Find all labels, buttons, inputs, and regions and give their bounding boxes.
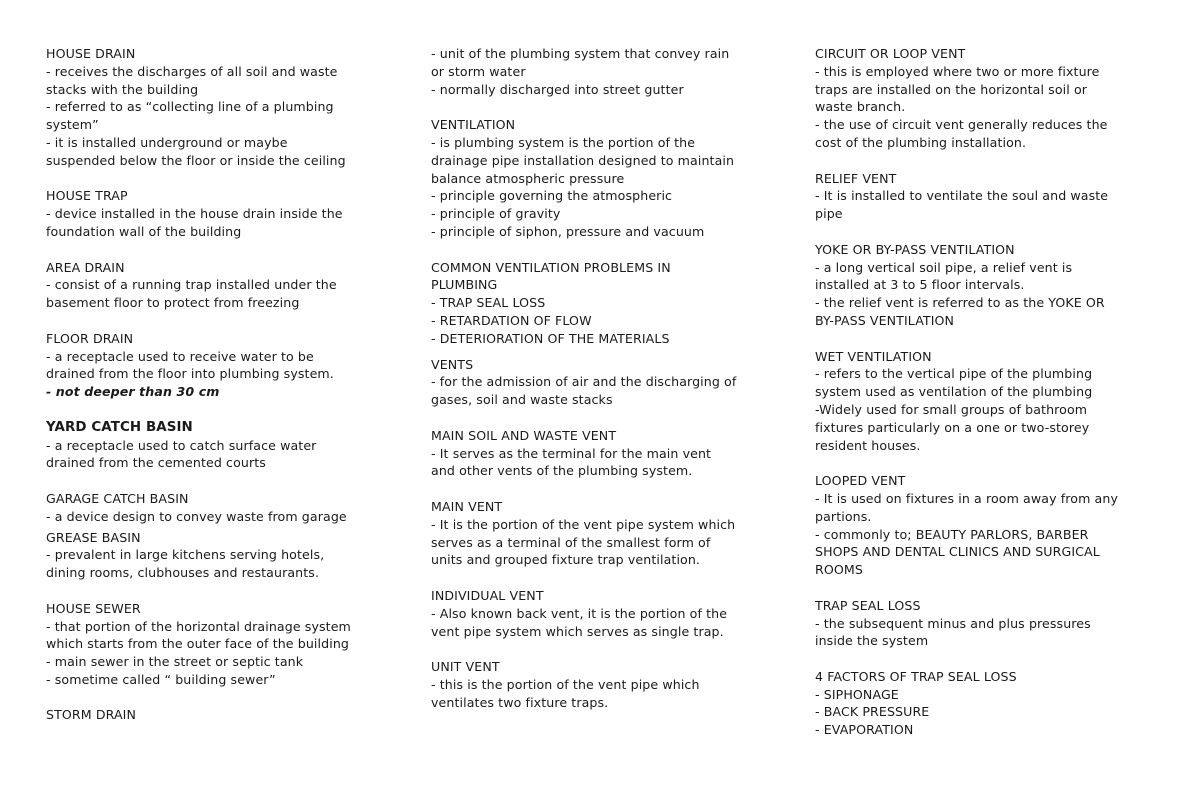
section-line: - principle of gravity — [431, 206, 561, 222]
section-line: system” — [46, 117, 99, 133]
section-common-ventilation-problems — [431, 259, 801, 348]
section-line: - normally discharged into street gutter — [431, 81, 684, 97]
section-line: - it is installed underground or maybe — [46, 134, 288, 150]
section-line: vent pipe system which serves as single trap. — [431, 623, 724, 639]
section-line: waste branch. — [815, 99, 906, 115]
section-line: cost of the plumbing installation. — [815, 134, 1027, 150]
section-wet-ventilation — [815, 348, 1160, 455]
section-line: - for the admission of air and the discharging of — [431, 374, 737, 390]
section-title: PLUMBING — [431, 277, 498, 293]
column-middle — [431, 45, 801, 711]
section-line: drained from the cemented courts — [46, 455, 266, 471]
section-yard-catch-basin — [46, 419, 411, 472]
section-line: - commonly to; BEAUTY PARLORS, BARBER — [815, 526, 1089, 542]
section-line: - sometime called “ building sewer” — [46, 671, 276, 687]
section-line: - prevalent in large kitchens serving hotels, — [46, 547, 325, 563]
section-title: HOUSE SEWER — [46, 600, 141, 616]
section-line: suspended below the floor or inside the ceiling — [46, 152, 346, 168]
section-trap-seal-loss — [815, 597, 1160, 650]
section-line: units and grouped fixture trap ventilation. — [431, 552, 701, 568]
column-left — [46, 45, 411, 724]
section-house-trap — [46, 187, 411, 240]
section-title: RELIEF VENT — [815, 170, 897, 186]
section-title: COMMON VENTILATION PROBLEMS IN — [431, 259, 671, 275]
section-line: partions. — [815, 508, 872, 524]
section-line: dining rooms, clubhouses and restaurants. — [46, 565, 320, 581]
section-line: - a long vertical soil pipe, a relief vent is — [815, 259, 1073, 275]
section-line: - It is used on fixtures in a room away from any — [815, 490, 1119, 506]
section-line: ventilates two fixture traps. — [431, 694, 609, 710]
section-line: - that portion of the horizontal drainage system — [46, 618, 351, 634]
section-line: - EVAPORATION — [815, 722, 914, 738]
section-relief-vent — [815, 170, 1160, 223]
section-looped-vent — [815, 472, 1160, 579]
section-main-soil-waste-vent — [431, 427, 801, 480]
section-note: - not deeper than 30 cm — [46, 384, 220, 400]
section-line: - device installed in the house drain inside the — [46, 206, 343, 222]
section-title: MAIN VENT — [431, 498, 503, 514]
section-line: installed at 3 to 5 floor intervals. — [815, 277, 1025, 293]
section-title: CIRCUIT OR LOOP VENT — [815, 46, 966, 61]
section-line: which starts from the outer face of the building — [46, 636, 350, 652]
section-title: INDIVIDUAL VENT — [431, 587, 544, 603]
section-line: - this is the portion of the vent pipe which — [431, 676, 700, 692]
section-main-vent — [431, 498, 801, 569]
column-right — [815, 45, 1160, 739]
section-ventilation — [431, 116, 801, 241]
section-line: - unit of the plumbing system that convey rain — [431, 46, 730, 61]
section-line: inside the system — [815, 633, 929, 649]
section-title: YARD CATCH BASIN — [46, 419, 193, 435]
section-line: - refers to the vertical pipe of the plumbing — [815, 366, 1093, 382]
section-line: drained from the floor into plumbing system. — [46, 366, 334, 382]
section-line: - RETARDATION OF FLOW — [431, 312, 592, 328]
section-grease-basin — [46, 529, 411, 582]
section-line: - principle of siphon, pressure and vacuum — [431, 223, 705, 239]
section-line: and other vents of the plumbing system. — [431, 463, 693, 479]
section-line: drainage pipe installation designed to maintain — [431, 152, 735, 168]
section-line: ROOMS — [815, 562, 863, 578]
section-line: - main sewer in the street or septic tank — [46, 654, 304, 670]
section-line: gases, soil and waste stacks — [431, 392, 613, 408]
section-line: - the subsequent minus and plus pressures — [815, 615, 1091, 631]
section-line: - Also known back vent, it is the portion of the — [431, 605, 728, 621]
section-line: - consist of a running trap installed under the — [46, 277, 337, 293]
section-title: UNIT VENT — [431, 659, 500, 675]
section-line: - a device design to convey waste from garage — [46, 508, 347, 524]
section-line: stacks with the building — [46, 81, 199, 97]
section-line: -Widely used for small groups of bathroom — [815, 401, 1088, 417]
section-line: - DETERIORATION OF THE MATERIALS — [431, 330, 670, 346]
section-line: - receives the discharges of all soil and waste — [46, 63, 338, 79]
section-line: BY-PASS VENTILATION — [815, 312, 955, 328]
section-title: WET VENTILATION — [815, 348, 932, 364]
section-title: STORM DRAIN — [46, 707, 137, 723]
section-line: or storm water — [431, 63, 526, 79]
section-line: serves as a terminal of the smallest form of — [431, 534, 711, 550]
section-vents — [431, 356, 801, 409]
section-line: - It is the portion of the vent pipe system which — [431, 516, 736, 532]
section-house-drain — [46, 45, 411, 170]
section-individual-vent — [431, 587, 801, 640]
section-line: - this is employed where two or more fixture — [815, 63, 1100, 79]
section-area-drain — [46, 259, 411, 312]
section-line: - referred to as “collecting line of a plumbing — [46, 99, 334, 115]
section-title: YOKE OR BY-PASS VENTILATION — [815, 241, 1015, 257]
section-line: - It serves as the terminal for the main vent — [431, 445, 712, 461]
section-line: system used as ventilation of the plumbing — [815, 384, 1093, 400]
section-title: FLOOR DRAIN — [46, 330, 134, 346]
section-yoke-bypass-ventilation — [815, 241, 1160, 330]
section-line: - TRAP SEAL LOSS — [431, 295, 546, 311]
section-line: - a receptacle used to catch surface water — [46, 437, 317, 453]
section-four-factors-trap-seal-loss — [815, 668, 1160, 739]
section-line: - SIPHONAGE — [815, 686, 899, 702]
section-line: balance atmospheric pressure — [431, 170, 625, 186]
section-line: - BACK PRESSURE — [815, 704, 930, 720]
section-line: resident houses. — [815, 437, 921, 453]
section-title: VENTS — [431, 356, 474, 372]
section-line: fixtures particularly on a one or two-storey — [815, 419, 1090, 435]
section-title: 4 FACTORS OF TRAP SEAL LOSS — [815, 668, 1017, 684]
section-title: HOUSE DRAIN — [46, 46, 136, 61]
section-line: traps are installed on the horizontal soil or — [815, 81, 1088, 97]
section-line: - principle governing the atmospheric — [431, 188, 673, 204]
section-floor-drain — [46, 330, 411, 401]
section-title: LOOPED VENT — [815, 473, 906, 489]
section-title: TRAP SEAL LOSS — [815, 597, 921, 613]
section-line: - the use of circuit vent generally reduces the — [815, 117, 1108, 133]
section-line: basement floor to protect from freezing — [46, 295, 300, 311]
section-storm-drain — [46, 706, 411, 724]
section-storm-drain-continued — [431, 45, 801, 98]
section-line: pipe — [815, 206, 843, 222]
section-line: - the relief vent is referred to as the YOKE OR — [815, 295, 1105, 311]
section-circuit-loop-vent — [815, 45, 1160, 152]
section-title: HOUSE TRAP — [46, 188, 128, 204]
section-house-sewer — [46, 600, 411, 689]
section-title: GREASE BASIN — [46, 529, 141, 545]
section-line: - is plumbing system is the portion of the — [431, 134, 696, 150]
section-title: AREA DRAIN — [46, 259, 125, 275]
section-line: SHOPS AND DENTAL CLINICS AND SURGICAL — [815, 544, 1100, 560]
section-title: MAIN SOIL AND WASTE VENT — [431, 427, 617, 443]
section-title: VENTILATION — [431, 117, 516, 133]
section-garage-catch-basin — [46, 490, 411, 526]
section-unit-vent — [431, 658, 801, 711]
section-title: GARAGE CATCH BASIN — [46, 490, 189, 506]
section-line: - It is installed to ventilate the soul and waste — [815, 188, 1109, 204]
section-line: - a receptacle used to receive water to be — [46, 348, 314, 364]
section-line: foundation wall of the building — [46, 223, 242, 239]
